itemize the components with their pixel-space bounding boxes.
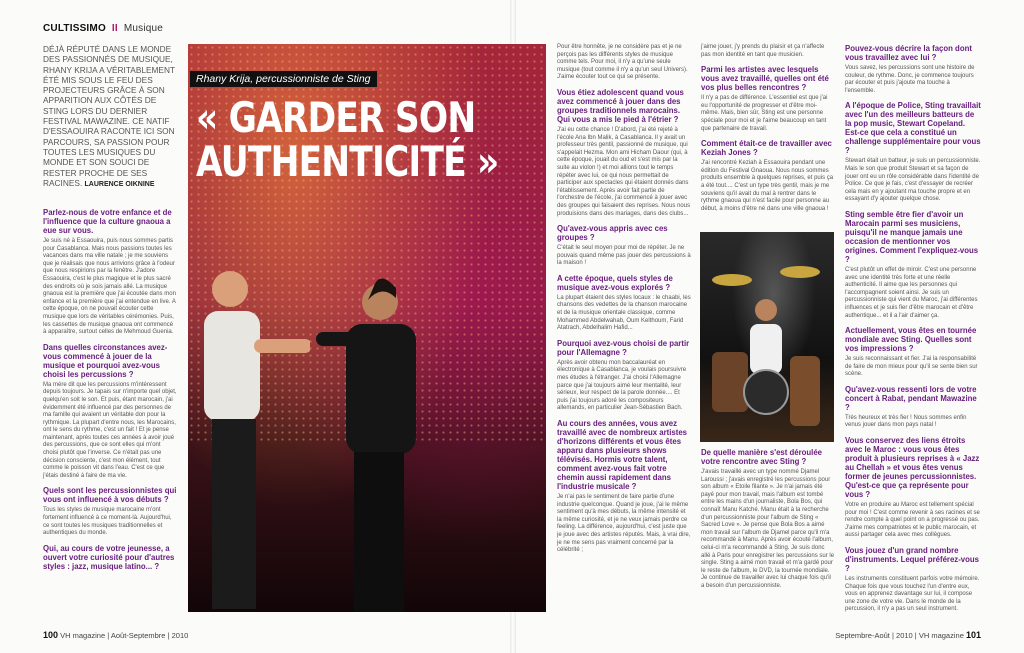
drum-kit-illustration	[700, 232, 834, 442]
question: Qu'avez-vous appris avec ces groupes ?	[557, 224, 668, 243]
answer: J'ai rencontré Keziah à Essaouira pendant une édition du Festival Gnaoua. Nous nous sommes produits ensemble à quelques reprises, et puis ça a été tout.... C'est un type très gentil, mais je me souviens qu'il avait du mal à rentrer dans le rythme gnaoua qui n'est facile pour personne au début, à moins d'être né dans une ville gnaoua !	[701, 160, 834, 212]
footer-magazine-left: VH magazine	[60, 631, 106, 640]
question: Comment était-ce de travailler avec Keziah Jones ?	[701, 139, 832, 158]
answer: Après avoir obtenu mon baccalauréat en électronique à Casablanca, je voulais poursuivre mes études à l'étranger. J'ai choisi l'Allemagne parce que j'ai toujours aimé leur mentalité, leur sérieux, leur respect de la parole donnée.... Et puis j'ai toujours adoré les compositeurs allemands, en particulier Jean-Sébastien Bach.	[557, 359, 687, 412]
answer: Les instruments constituent parfois votre mémoire. Chaque fois que vous touchez l'un d'entre eux, vous en apprenez davantage sur lui, il compose une zone de votre vie. Dans le monde de la percussion, il n'y a pas un seul instrument.	[845, 576, 980, 613]
sting-figure	[190, 259, 310, 612]
headline-line-2: AUTHENTICITÉ »	[196, 137, 499, 186]
answer: C'est plutôt un effet de miroir. C'est une personne avec une identité très forte et une réelle authenticité. Il aime que les personnes qui l'accompagnent soient ainsi. Je suis un percussionniste qui vient du Maroc, j'ai différentes influences et je suis fier d'être marocain et d'être authentique... et il a l'air d'aimer ça.	[845, 266, 978, 319]
question: Quels sont les percussionnistes qui vous ont influencé à vos débuts ?	[43, 486, 177, 505]
photo-caption: Rhany Krija, percussionniste de Sting	[190, 71, 377, 87]
footer-right: Septembre-Août | 2010 | VH magazine 101	[835, 630, 981, 640]
footer-date-right: Septembre-Août	[835, 631, 890, 640]
footer-year-left: 2010	[171, 631, 189, 640]
question: Qu'avez-vous ressenti lors de votre concert à Rabat, pendant Mawazine ?	[845, 384, 977, 412]
question: Qui, au cours de votre jeunesse, a ouvert votre curiosité pour d'autres styles : jazz, musique latino... ?	[43, 543, 175, 571]
headline-line-1: « GARDER SON	[196, 93, 476, 142]
answer: Stewart était un batteur, je suis un percussionniste. Mais le son que produit Stewart et sa façon de jouer ont eu un rôle considérable dans l'identité de Police. Ce que je fais, c'est d'essayer de recréer cela mais en y ajoutant ma touche propre et en essayant d'y ajouter quelque chose.	[845, 158, 981, 203]
question: De quelle manière s'est déroulée votre rencontre avec Sting ?	[701, 448, 823, 466]
answer: C'était le seul moyen pour moi de répéter. Je ne pouvais quand même pas jouer des percussions à la maison !	[557, 245, 691, 267]
footer-magazine-right: VH magazine	[918, 631, 964, 640]
question: A cette époque, quels styles de musique avez-vous explorés ?	[557, 273, 673, 292]
question: Au cours des années, vous avez travaillé avec de nombreux artistes d'horizons différents et vous êtes apparu dans plusieurs shows télévisés. Hormis votre talent, comment avez-vous fait votre chemin aussi rapidement dans l'industrie musicale ?	[557, 419, 688, 491]
footer-year-right: 2010	[896, 631, 913, 640]
answer: Ma mère dit que les percussions m'intéressent depuis toujours. Je tapais sur n'importe quel objet, quelqu'en soit le son. Et puis, étant marocain, j'ai évidemment été influencé par des personnes de ma famille qui avaient un véritable don pour la rythmique. La plupart d'entre nous, les Marocains, ont le sens du rythme, c'est un fait ! Et je pense maintenant, après toutes ces années à avoir joué des percussions, que ce sont elles qui m'ont choisi plutôt que l'inverse. Ce n'était pas une décision consciente, c'est mon élément, tout comme le poisson vit dans l'eau. C'est ce que j'étais destiné à faire de ma vie.	[43, 381, 177, 479]
answer: Pour être honnête, je ne considère pas et je ne perçois pas les différents styles de musique comme tels. Pour moi, il n'y a qu'une seule musique (tout comme il n'y a qu'un seul Univers). J'aime écouter tout ce qui se présente.	[557, 44, 688, 81]
interview-column-3-top	[701, 44, 835, 215]
answer: La plupart étaient des styles locaux : le chaabi, les chansons des vedettes de la chanson marocaine et de la musique orientale classique, comme Mohammed Abdelwahab, Oum Kelthoum, Farid Atatrach, Abdelhalim Hafid...	[557, 294, 691, 332]
page-number-left: 100	[43, 630, 59, 640]
answer: Je suis reconnaissant et fier. J'ai la responsabilité de faire de mon mieux pour qu'il se sente bien sur scène.	[845, 356, 978, 378]
question: Vous jouez d'un grand nombre d'instruments. Lequel préférez-vous ?	[845, 546, 979, 574]
author-byline: LAURENCE OIKNINE	[84, 180, 155, 188]
interview-column-3-bottom	[701, 448, 835, 593]
question: Parlez-nous de votre enfance et de l'influence que la culture gnaoua a eue sur vous.	[43, 208, 172, 235]
answer: Je n'ai pas le sentiment de faire partie d'une industrie quelconque. Quand je joue, j'ai le même sentiment qu'à mes débuts, la même intensité et la même curiosité, et je ne veux jamais perdre ce feeling. La différence, aujourd'hui, c'est juste que je joue avec des artistes réputés. Mais, à vrai dire, je ne me sens pas vraiment concerné par la célébrité ;	[557, 494, 691, 554]
answer: j'aime jouer, j'y prends du plaisir et ça n'affecte pas mon identité en tant que musicien.	[701, 44, 825, 58]
question: A l'époque de Police, Sting travaillait avec l'un des meilleurs batteurs de la pop music, Stewart Copeland. Est-ce que cela a constitué un challenge supplémentaire pour vous ?	[845, 101, 981, 156]
question: Vous conservez des liens étroits avec le Maroc : vous vous êtes produit à plusieurs reprises à « Jazz au Chellah » et vous êtes venus former de jeunes percussionnistes. Qu'est-ce que ça représente pour vous ?	[845, 436, 980, 500]
answer: Très heureux et très fier ! Nous sommes enfin venus jouer dans mon pays natal !	[845, 414, 967, 429]
footer-date-left: Août-Septembre	[110, 631, 166, 640]
concert-photo	[188, 44, 546, 612]
question: Actuellement, vous êtes en tournée mondiale avec Sting. Quelles sont vos impressions ?	[845, 326, 977, 354]
page-number-right: 101	[965, 630, 981, 640]
intro-text: DÉJÀ RÉPUTÉ DANS LE MONDE DES PASSIONNÉS DE MUSIQUE, RHANY KRIJA A VÉRITABLEMENT ÉTÉ MIS SOUS LE FEU DES PROJECTEURS GRÂCE À SON APPARITION AUX CÔTÉS DE STING LORS DU DERNIER FESTIVAL MAWAZINE. CE NATIF D'ESSAOUIRA RACONTE ICI SON PARCOURS, SA PASSION POUR TOUTES LES MUSIQUES DU MONDE ET SON SOUCI DE RESTER PROCHE DE SES RACINES.	[43, 44, 175, 188]
question: Pourquoi avez-vous choisi de partir pour l'Allemagne ?	[557, 338, 690, 357]
rhany-krija-figure	[316, 272, 441, 612]
question: Parmi les artistes avec lesquels vous avez travaillé, quelles ont été vos plus belles rencontres ?	[701, 65, 829, 93]
drummer-photo	[700, 232, 834, 442]
answer: J'ai eu cette chance ! D'abord, j'ai été rejeté à l'école Ana Ibn Malik, à Casablanca. Il y avait un professeur très gentil, passionné de musique, qui s'appelait Hezma. Mon ami Hicham Daour (qui, à cette époque, jouait du oud et s'est mis par la suite au violon !) et moi allions tout le temps répéter avec lui, ce qui nous permettait de participer aux spectacles qui étaient donnés dans l'établissement. Après avoir fait partie de l'orchestre de l'école, j'ai commencé à jouer avec des groupes qui faisaient des reprises. Nous nous produisions dans des mariages, dans des clubs...	[557, 126, 691, 217]
article-headline	[196, 93, 499, 186]
answer: Vous savez, les percussions sont une histoire de couleur, de rythme. Donc, je commence toujours par écouter et puis j'ajoute ma touche à l'ensemble.	[845, 65, 975, 94]
rubric-category: Musique	[123, 23, 164, 34]
answer: Tous les styles de musique marocaine m'ont fortement influencé à ce moment-là. Aujourd'hui, ce sont toutes les musiques traditionnelles et authentiques du monde.	[43, 507, 172, 537]
answer: Je suis né à Essaouira, puis nous sommes partis pour Casablanca. Mais nous passions toutes les vacances dans ma ville natale ; je me souviens que je réalisais que nous arrivions grâce à l'odeur que nous respirions par la fenêtre. J'adore Essaouira, c'est le plus magique et le plus sacré des endroits où je sois jamais allé. La musique gnaoua est la première que j'ai écoutée dans mon enfance et la première que j'ai entendue en live. A cette époque, on ne pouvait écouter cette musique que lors de véritables cérémonies. Puis, les cassettes de musique gnaoua ont commencé à apparaître, surtout celles de Mehmoud Guenia.	[43, 238, 176, 336]
section-rubric	[43, 23, 163, 34]
rubric-section: CULTISSIMO	[43, 23, 106, 34]
question: Dans quelles circonstances avez-vous commencé à jouer de la musique et pourquoi avez-vous choisi les percussions ?	[43, 342, 168, 379]
question: Vous étiez adolescent quand vous avez commencé à jouer dans des groupes traditionnels marocains. Qui vous a mis le pied à l'étrier ?	[557, 87, 684, 124]
answer: Il n'y a pas de différence. L'essentiel est que j'ai eu l'opportunité de progresser et d'être moi-même. Mais, bien sûr, Sting est une personne spéciale pour moi et je l'aime beaucoup en tant que partenaire de travail.	[701, 95, 828, 132]
answer: J'avais travaillé avec un type nommé Djamel Laroussi ; j'avais enregistré les percussions pour son album « Etoile filante ». Je n'ai jamais été payé pour mon travail, mais l'album est tombé entre les mains d'un journaliste, Bola Bos, qui connaît Manu Katché. Manu était à la recherche d'un percussionniste pour l'album de Sting « Sacred Love ». Je pense que Bola Bos a aimé mon travail sur l'album de Djamel parce qu'il m'a recommandé à Manu. Après avoir écouté l'album, celui-ci m'a recommandé à Sting. Je suis donc allé à Paris pour enregistrer les percussions sur le single. Sting a aimé mon travail et m'a gardé pour le reste de l'album, le DVD, la tournée mondiale. Je continue de travailler avec lui chaque fois qu'il a besoin d'un percussionniste.	[701, 469, 835, 589]
interview-column-4	[845, 44, 981, 616]
interview-column-1	[43, 208, 177, 574]
question: Pouvez-vous décrire la façon dont vous travaillez avec lui ?	[845, 44, 972, 62]
rubric-separator: II	[111, 23, 118, 34]
interview-column-2	[557, 44, 691, 557]
answer: Votre en produire au Maroc est tellement spécial pour moi ! C'est comme revenir à ses racines et se rendre compte à quel point on a progressé ou pas. J'aime mes compatriotes et le public marocain, et aussi partager cela avec mes collègues.	[845, 502, 980, 539]
question: Sting semble être fier d'avoir un Marocain parmi ses musiciens, puisqu'il ne manque jamais une occasion de mentionner vos origines. Comment l'expliquez-vous ?	[845, 209, 979, 264]
intro-paragraph	[43, 44, 178, 190]
footer-left: 100 VH magazine | Août-Septembre | 2010	[43, 630, 189, 640]
